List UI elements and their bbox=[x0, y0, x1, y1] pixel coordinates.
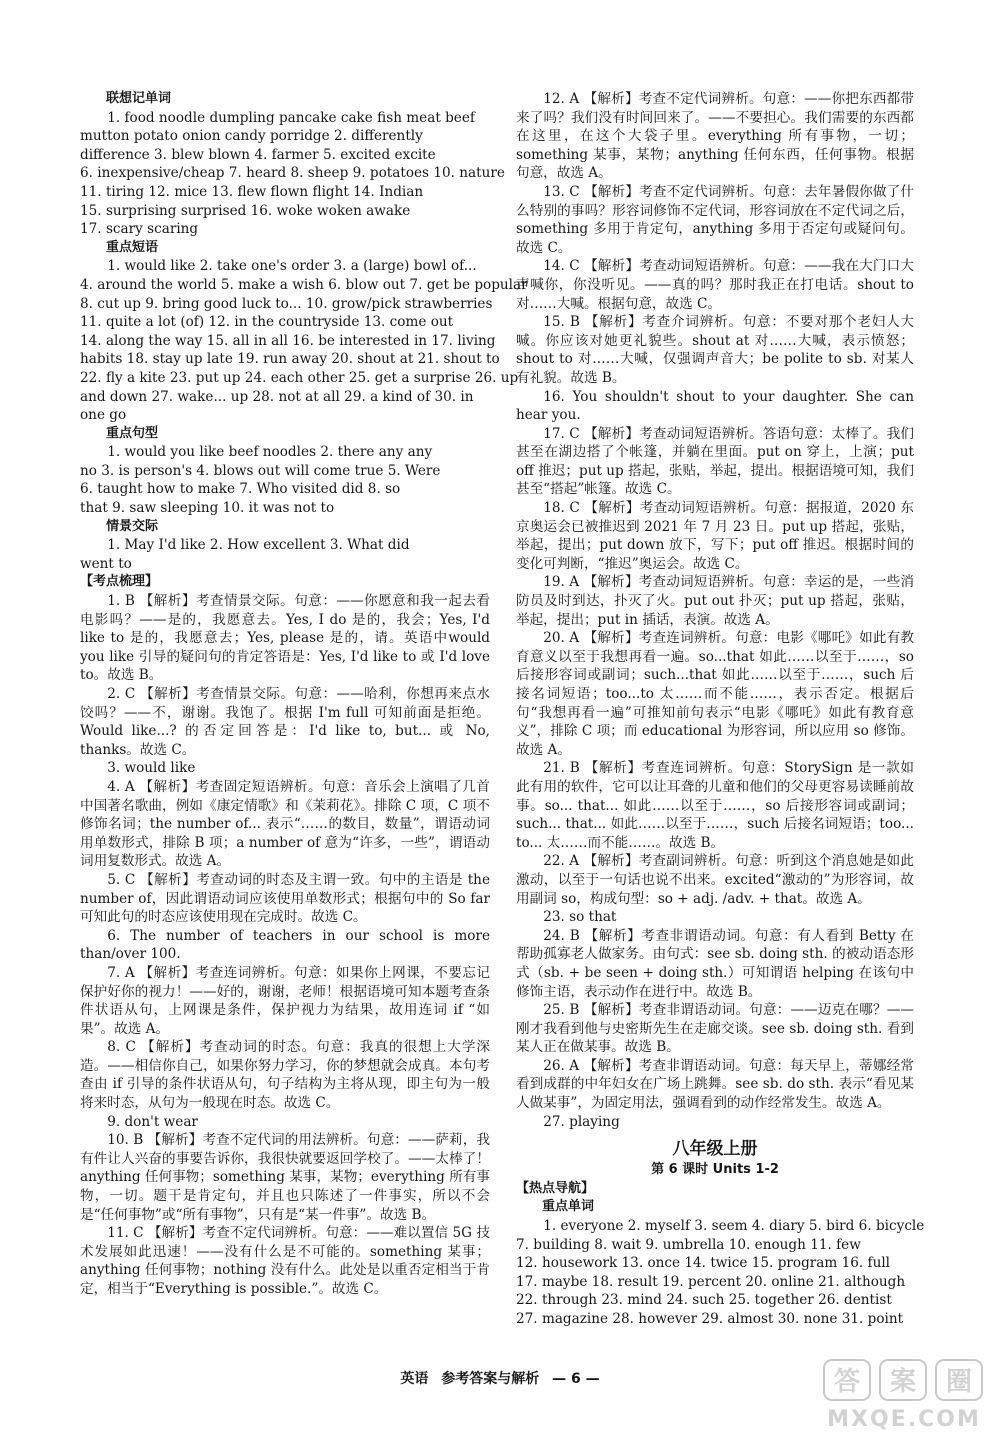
answer-line: 6. inexpensive/cheap 7. heard 8. sheep 9. potatoes 10. nature bbox=[80, 165, 505, 182]
answer-paragraph: 13. C 【解析】考查不定代词辨析。句意：去年暑假你做了什么特别的事吗？形容词修饰不定代词，形容词放在不定代词之后，something 多用于肯定句，anything 多用于否定句或疑问句。故选 C。 bbox=[516, 183, 914, 256]
answer-line: no 3. is person's 4. blows out will come true 5. Were bbox=[80, 462, 441, 479]
answer-paragraph: 4. A 【解析】考查固定短语辨析。句意：音乐会上演唱了几首中国著名歌曲，例如《康定情歌》和《茉莉花》。排除 C 项，C 项不修饰名词；the number of... 表示“……的数目，数量”，谓语动词用单数形式，排除 B 项；a number of 意为“许多，一些”，谓语动词用复数形式。故选 A。 bbox=[80, 778, 490, 870]
answer-line: 15. surprising surprised 16. woke woken awake bbox=[80, 202, 411, 219]
section-heading: 重点短语 bbox=[106, 239, 159, 255]
svg-text:答: 答 bbox=[833, 1367, 861, 1397]
watermark-logo bbox=[820, 1356, 990, 1434]
answer-paragraph: 20. A 【解析】考查连词辨析。句意：电影《哪吒》如此有教育意义以至于我想再看一遍。so...that 如此……以至于……，so 后接形容词或副词；such...that 如此……以至于……，such 后接名词短语；too...to 太……而不能……，表示否定。根据后句“我想再看一遍”可推知前句表示“电影《哪吒》如此有教育意义”，排除 C 项；而 educational 为形容词，所以应用 so 修饰。故选 A。 bbox=[516, 630, 914, 758]
answer-paragraph: 27. playing bbox=[543, 1113, 620, 1130]
answer-line: 22. fly a kite 23. put up 24. each other 25. get a surprise 26. up bbox=[80, 369, 519, 386]
answer-paragraph: 3. would like bbox=[107, 760, 196, 777]
section-heading: 【考点梳理】 bbox=[80, 574, 159, 590]
left-column bbox=[80, 90, 528, 1299]
answer-line: 17. scary scaring bbox=[80, 221, 199, 238]
answer-line: 1. would like 2. take one's order 3. a (large) bowl of... bbox=[107, 258, 477, 275]
answer-line: 11. quite a lot (of) 12. in the countryside 13. come out bbox=[80, 314, 454, 331]
answer-paragraph: 8. C 【解析】考查动词的时态。句意：我真的很想上大学深造。——相信你自己，如果你努力学习，你的梦想就会成真。本句考查由 if 引导的条件状语从句，句子结构为主将从现，即主句为一般将来时态，从句为一般现在时态。故选 C。 bbox=[80, 1039, 490, 1112]
answer-line: habits 18. stay up late 19. run away 20. shout at 21. shout to bbox=[80, 351, 500, 368]
answer-paragraph: 21. B 【解析】考查连词辨析。句意：StorySign 是一款如此有用的软件，它可以让耳聋的儿童和他们的父母更容易读睡前故事。so... that... 如此……以至于……，so 后接形容词或副词；such... that... 如此……以至于……，such 后接名词短语；too... to... 太……而不能……。故选 B。 bbox=[516, 760, 914, 851]
answer-paragraph: 14. C 【解析】考查动词短语辨析。句意：——我在大门口大声喊你，你没听见。——真的吗？那时我正在打电话。shout to 对……大喊。根据句意，故选 C。 bbox=[516, 258, 914, 312]
answer-line: 17. maybe 18. result 19. percent 20. online 21. although bbox=[516, 1273, 906, 1290]
answer-paragraph: 25. B 【解析】考查非谓语动词。句意：——迈克在哪？——刚才我看到他与史密斯先生在走廊交谈。see sb. doing sth. 看到某人正在做某事。故选 B。 bbox=[516, 1002, 914, 1056]
section-heading: 情景交际 bbox=[106, 518, 159, 534]
answer-paragraph: 1. B 【解析】考查情景交际。句意：——你愿意和我一起去看电影吗？——是的，我愿意去。Yes, I do 是的，我会；Yes, I'd like to 是的，我愿意去；Yes, please 是的，请。英语中would you like 引导的疑问句的肯定答语是：Yes, I'd like to 或 I'd love to。故选 B。 bbox=[80, 593, 490, 684]
answer-paragraph: 19. A 【解析】考查动词短语辨析。句意：幸运的是，一些消防员及时到达，扑灭了火。put out 扑灭；put up 搭起，张贴，举起，提出；put in 插话，表演。故选 A。 bbox=[516, 574, 914, 628]
answer-line: 1. everyone 2. myself 3. seem 4. diary 5. bird 6. bicycle bbox=[543, 1218, 925, 1235]
answer-line: 1. would you like beef noodles 2. there any any bbox=[107, 444, 433, 461]
answer-line: 4. around the world 5. make a wish 6. blow out 7. get be popular bbox=[80, 276, 528, 293]
answer-line: mutton potato onion candy porridge 2. differently bbox=[80, 128, 423, 145]
answer-line: that 9. saw sleeping 10. it was not to bbox=[80, 500, 335, 517]
footer-subject: 英语 bbox=[400, 1371, 429, 1387]
answer-paragraph: 26. A 【解析】考查非谓语动词。句意：每天早上，蒂娜经常看到成群的中年妇女在广场上跳舞。see sb. do sth. 表示“看见某人做某事”，为固定用法，强调看到的动作经常发生。故选 A。 bbox=[516, 1057, 914, 1112]
section-heading: 重点句型 bbox=[106, 425, 159, 441]
answer-paragraph: 23. so that bbox=[543, 909, 617, 926]
answer-line: 1. May I'd like 2. How excellent 3. What did bbox=[107, 537, 410, 554]
answer-line: 12. housework 13. once 14. twice 15. program 16. full bbox=[516, 1255, 891, 1272]
answer-paragraph: 18. C 【解析】考查动词短语辨析。句意：据报道，2020 东京奥运会已被推迟到 2021 年 7 月 23 日。put up 搭起，张贴，举起，提出；put down 放下，写下；put off 推迟。根据时间的变化可判断，“推迟”奥运会。故选 C。 bbox=[516, 500, 914, 572]
answer-line: and down 27. wake... up 28. not at all 29. a kind of 30. in bbox=[80, 388, 474, 405]
answer-paragraph: 17. C 【解析】考查动词短语辨析。答语句意：太棒了。我们甚至在湖边搭了个帐篷，并躺在里面。put on 穿上，上演；put off 推迟；put up 搭起，张贴，举起，提出。根据语境可知，我们甚至“搭起”帐篷。故选 C。 bbox=[516, 425, 914, 498]
answer-paragraph: 10. B 【解析】考查不定代词的用法辨析。句意：——萨莉，我有件让人兴奋的事要告诉你，我很快就要返回学校了。——太棒了！anything 任何事物；something 某事，某物；everything 所有事物，一切。题干是肯定句，并且也只陈述了一件事实，所以不会是“任何事物”或“所有事物”，只有是“某一件事”。故选 B。 bbox=[80, 1132, 490, 1223]
answer-paragraph: 5. C 【解析】考查动词的时态及主谓一致。句中的主语是 the number of，因此谓语动词应该使用单数形式；根据句中的 So far 可知此句的时态应该使用现在完成时。故选 C。 bbox=[80, 871, 490, 926]
answer-paragraph: 22. A 【解析】考查副词辨析。句意：听到这个消息她是如此激动，以至于一句话也说不出来。excited“激动的”为形容词，故用副词 so，构成句型：so + adj. /adv. + that。故选 A。 bbox=[516, 853, 914, 907]
footer-title: 参考答案与解析 bbox=[441, 1371, 540, 1387]
answer-line: 27. magazine 28. however 29. almost 30. none 31. point bbox=[516, 1311, 904, 1327]
answer-paragraph: 7. A 【解析】考查连词辨析。句意：如果你上网课，不要忘记保护好你的视力！——好的，谢谢，老师！根据语境可知本题考查条件状语从句，上网课是条件，保护视力为结果，故用连词 if “如果”。故选 A。 bbox=[80, 964, 490, 1037]
answer-line: 8. cut up 9. bring good luck to... 10. grow/pick strawberries bbox=[80, 295, 493, 312]
answer-line: difference 3. blew blown 4. farmer 5. excited excite bbox=[80, 146, 436, 163]
answer-line: 22. through 23. mind 24. such 25. together 26. dentist bbox=[516, 1292, 892, 1309]
lesson-title: 第 6 课时 Units 1-2 bbox=[651, 1162, 779, 1178]
answer-line: 6. taught how to make 7. Who visited did 8. so bbox=[80, 481, 401, 498]
section-heading: 联想记单词 bbox=[106, 91, 172, 106]
answer-line: one go bbox=[80, 407, 127, 424]
page-number: — 6 — bbox=[552, 1371, 600, 1387]
answer-paragraph: 24. B 【解析】考查非谓语动词。句意：有人看到 Betty 在帮助孤寡老人做家务。由句式：see sb. doing sth. 的被动语态形式（sb. + be seen + doing sth.）可知谓语 helping 在该句中修饰主语，表示动作在进行中。故选 B。 bbox=[516, 927, 914, 1000]
grade-title: 八年级上册 bbox=[672, 1139, 758, 1160]
answer-line: 1. food noodle dumpling pancake cake fish meat beef bbox=[107, 109, 475, 126]
svg-text:圈: 圈 bbox=[945, 1367, 973, 1397]
svg-text:案: 案 bbox=[889, 1367, 917, 1397]
answer-line: 14. along the way 15. all in all 16. be interested in 17. living bbox=[80, 332, 496, 349]
right-column bbox=[516, 90, 925, 1329]
section-heading: 【热点导航】 bbox=[516, 1180, 595, 1196]
answer-line: 11. tiring 12. mice 13. flew flown flight 14. Indian bbox=[80, 183, 424, 200]
svg-text:MXQE.COM: MXQE.COM bbox=[827, 1407, 981, 1432]
answer-paragraph: 15. B 【解析】考查介词辨析。句意：不要对那个老妇人大喊。你应该对她更礼貌些。shout at 对……大喊，表示愤怒；shout to 对……大喊，仅强调声音大；be polite to sb. 对某人有礼貌。故选 B。 bbox=[516, 314, 914, 386]
answer-paragraph: 16. You shouldn't shout to your daughter. She can hear you. bbox=[516, 388, 914, 424]
section-heading: 重点单词 bbox=[542, 1199, 595, 1215]
answer-paragraph: 12. A 【解析】考查不定代词辨析。句意：——你把东西都带来了吗？我们没有时间回来了。——不要担心。我们需要的东西都在这里，在这个大袋子里。everything 所有事物，一切；something 某事，某物；anything 任何东西，任何事物。根据句意，故选 A。 bbox=[516, 91, 914, 182]
answer-paragraph: 9. don't wear bbox=[107, 1113, 198, 1130]
answer-paragraph: 11. C 【解析】考查不定代词辨析。句意：——难以置信 5G 技术发展如此迅速！——没有什么是不可能的。something 某事；anything 任何事物；nothing 没有什么。此处是以重否定相当于肯定，相当于“Everything is possible.”。故选 C。 bbox=[80, 1225, 490, 1297]
answer-paragraph: 6. The number of teachers in our school is more than/over 100. bbox=[80, 927, 490, 963]
answer-paragraph: 2. C 【解析】考查情景交际。句意：——哈利，你想再来点水饺吗？——不，谢谢。我饱了。根据 I'm full 可知前面是拒绝。Would like...? 的否定回答是：I'd like to, but... 或 No, thanks。故选 C。 bbox=[80, 686, 490, 758]
answer-line: 7. building 8. wait 9. umbrella 10. enough 11. few bbox=[516, 1236, 861, 1253]
answer-line: went to bbox=[80, 555, 132, 572]
